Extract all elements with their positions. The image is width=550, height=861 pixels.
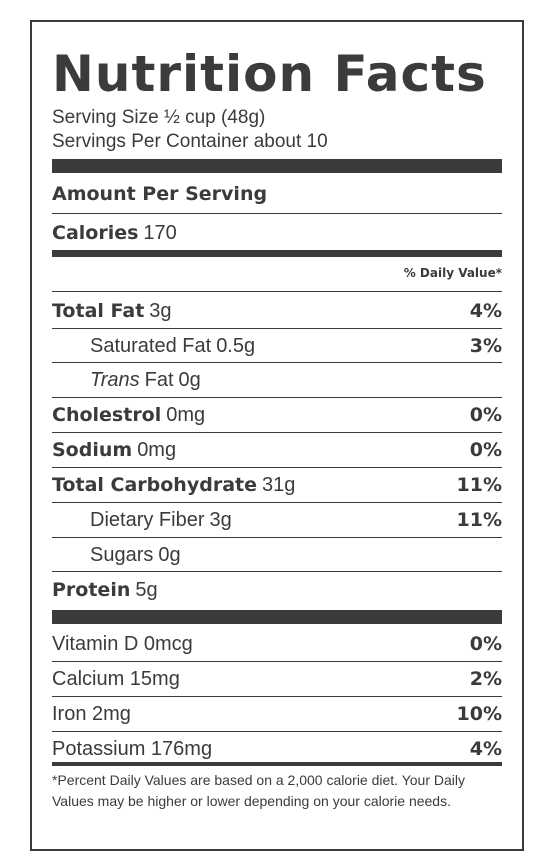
- nutrient-row-total-carbohydrate: [52, 468, 502, 502]
- vitamin-percent: 0%: [469, 633, 502, 655]
- nutrient-row-trans-fat: [52, 363, 502, 397]
- nutrient-amount: 0.5g: [216, 334, 256, 357]
- calories-value: 170: [143, 221, 177, 244]
- vitamin-row-iron: [52, 697, 502, 731]
- daily-value-header: % Daily Value*: [403, 266, 502, 280]
- nutrient-label: Protein: [52, 578, 131, 601]
- nutrient-percent: 3%: [469, 335, 502, 357]
- nutrient-amount: 3g: [209, 508, 232, 531]
- vitamin-label: Iron 2mg: [52, 702, 131, 725]
- daily-value-footnote: *Percent Daily Values are based on a 2,000 calorie diet. Your Daily Values may be higher or lower depending on your calorie needs.: [52, 772, 465, 809]
- calories-label: Calories: [52, 221, 139, 244]
- thick-divider: [52, 159, 502, 173]
- nutrient-amount: 0g: [178, 368, 201, 391]
- nutrient-row-dietary-fiber: [52, 503, 502, 537]
- footnote-divider: [52, 762, 502, 766]
- vitamin-row-potassium: [52, 732, 502, 766]
- serving-size: Serving Size ½ cup (48g): [52, 107, 266, 128]
- vitamin-percent: 4%: [469, 738, 502, 760]
- nutrient-row-total-fat: [52, 294, 502, 328]
- amount-per-serving-row: [52, 177, 502, 211]
- vitamin-percent: 10%: [456, 703, 502, 725]
- vitamin-label: Potassium 176mg: [52, 737, 213, 760]
- nutrient-amount: 0mg: [166, 403, 206, 426]
- vitamin-label: Calcium 15mg: [52, 667, 180, 690]
- nutrient-label: Total Carbohydrate: [52, 473, 257, 496]
- divider: [52, 213, 502, 214]
- nutrient-amount: 0mg: [137, 438, 177, 461]
- divider: [52, 571, 502, 572]
- calories-row: [52, 216, 502, 250]
- nutrient-label: Dietary Fiber: [90, 508, 205, 531]
- medium-divider: [52, 250, 502, 257]
- nutrient-row-cholestrol: [52, 398, 502, 432]
- nutrient-amount: 31g: [261, 473, 296, 496]
- nutrient-label: Fat: [144, 368, 174, 391]
- nutrient-percent: 11%: [456, 509, 502, 531]
- nutrient-row-sugars: [52, 538, 502, 572]
- vitamin-row-vitamin-d: [52, 627, 502, 661]
- nutrition-facts-label: [30, 20, 524, 851]
- nutrient-row-saturated-fat: [52, 329, 502, 363]
- nutrient-label: Saturated Fat: [90, 334, 212, 357]
- nutrient-amount: 3g: [149, 299, 172, 322]
- nutrient-row-protein: [52, 573, 502, 607]
- nutrient-label: Cholestrol: [52, 403, 162, 426]
- vitamin-percent: 2%: [469, 668, 502, 690]
- nutrient-percent: 0%: [469, 404, 502, 426]
- nutrient-percent: 0%: [469, 439, 502, 461]
- nutrient-row-sodium: [52, 433, 502, 467]
- divider: [52, 291, 502, 292]
- nutrient-amount: 5g: [135, 578, 158, 601]
- nutrient-label: Sodium: [52, 438, 133, 461]
- nutrient-percent: 4%: [469, 300, 502, 322]
- nutrient-label: Sugars: [90, 543, 154, 566]
- amount-per-serving-label: Amount Per Serving: [52, 183, 268, 205]
- nutrient-amount: 0g: [158, 543, 181, 566]
- servings-per-container: Servings Per Container about 10: [52, 131, 328, 152]
- vitamin-row-calcium: [52, 662, 502, 696]
- vitamin-label: Vitamin D 0mcg: [52, 632, 193, 655]
- nutrient-percent: 11%: [456, 474, 502, 496]
- label-content: [52, 22, 502, 849]
- label-title: Nutrition Facts: [52, 45, 487, 103]
- nutrient-label-italic: Trans: [90, 368, 140, 391]
- thick-divider: [52, 610, 502, 624]
- nutrient-label: Total Fat: [52, 299, 145, 322]
